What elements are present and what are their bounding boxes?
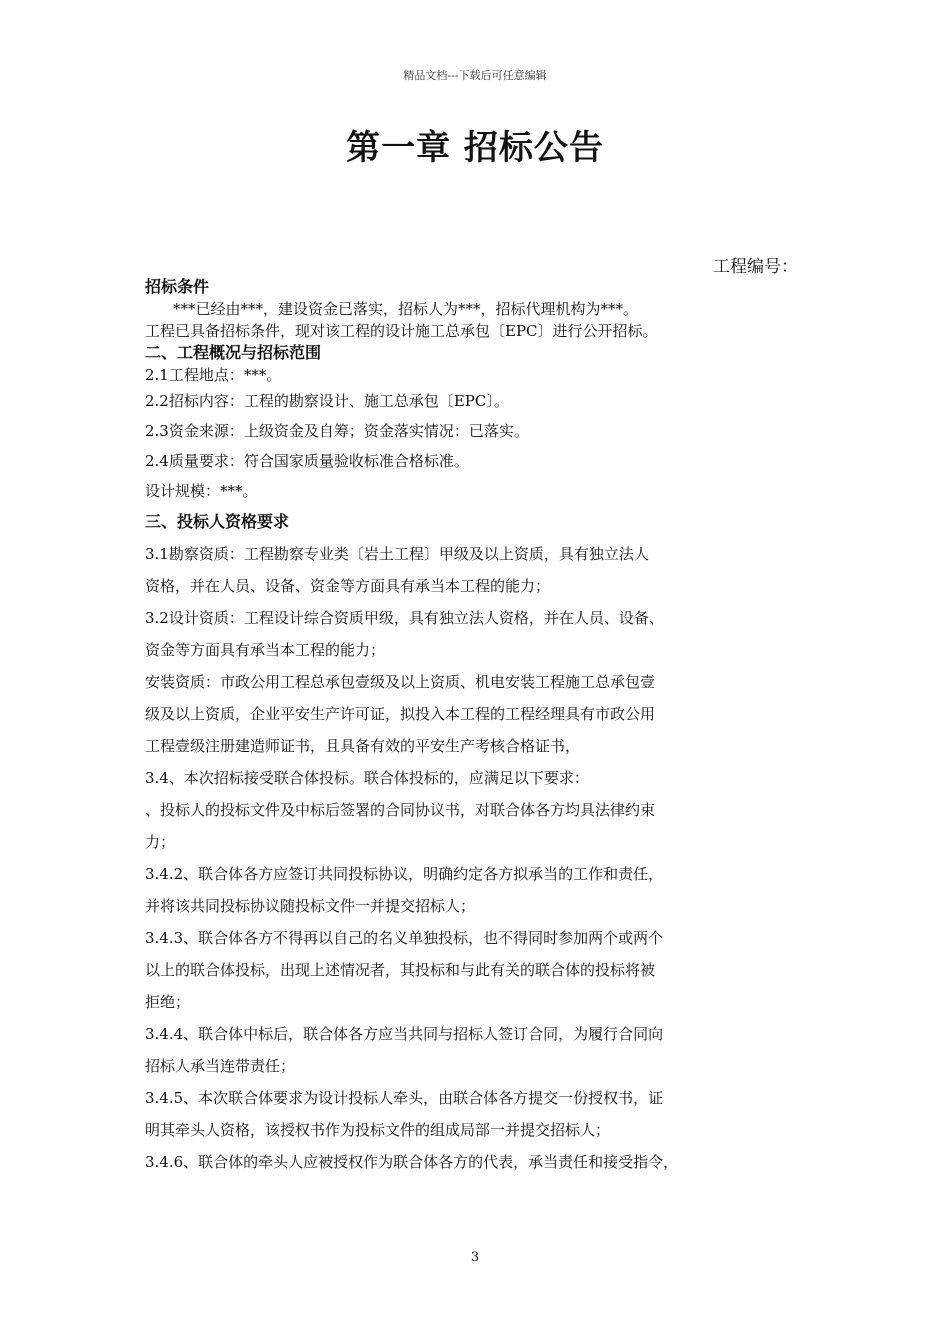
paragraph-line: ***已经由***，建设资金已落实，招标人为***，招标代理机构为***。 — [173, 300, 639, 318]
paragraph-line: 招标人承当连带责任； — [145, 1057, 296, 1075]
paragraph-line: 以上的联合体投标，出现上述情况者，其投标和与此有关的联合体的投标将被 — [145, 961, 656, 979]
paragraph-line: 3.4.3、联合体各方不得再以自己的名义单独投标，也不得同时参加两个或两个 — [145, 929, 664, 947]
paragraph-line: 、投标人的投标文件及中标后签署的合同协议书，对联合体各方均具法律约束 — [145, 801, 656, 819]
paragraph-line: 资金等方面具有承当本工程的能力； — [145, 641, 386, 659]
project-number-label: 工程编号： — [713, 257, 798, 277]
paragraph-line: 工程已具备招标条件，现对该工程的设计施工总承包〔EPC〕进行公开招标。 — [145, 322, 658, 340]
paragraph-line: 并将该共同投标协议随投标文件一并提交招标人； — [145, 897, 476, 915]
paragraph-line: 3.2设计资质：工程设计综合资质甲级，具有独立法人资格，并在人员、设备、 — [145, 609, 664, 627]
paragraph-line: 设计规模：***。 — [145, 482, 258, 500]
paragraph-line: 2.4质量要求：符合国家质量验收标准合格标准。 — [145, 452, 469, 470]
paragraph-line: 资格，并在人员、设备、资金等方面具有承当本工程的能力； — [145, 577, 551, 595]
section-heading: 招标条件 — [145, 277, 210, 296]
page-header: 精品文档---下载后可任意编辑 — [403, 69, 547, 82]
paragraph-line: 3.4.2、联合体各方应签订共同投标协议，明确约定各方拟承当的工作和责任， — [145, 865, 664, 883]
section-heading: 三、投标人资格要求 — [145, 512, 290, 531]
paragraph-line: 3.4.6、联合体的牵头人应被授权作为联合体各方的代表，承当责任和接受指令， — [145, 1153, 679, 1171]
document-body — [145, 276, 815, 1178]
section-heading: 二、工程概况与招标范围 — [145, 343, 322, 362]
paragraph-line: 3.4.4、联合体中标后，联合体各方应当共同与招标人签订合同，为履行合同向 — [145, 1025, 664, 1043]
paragraph-line: 3.4.5、本次联合体要求为设计投标人牵头，由联合体各方提交一份授权书，证 — [145, 1089, 664, 1107]
paragraph-line: 3.1勘察资质：工程勘察专业类〔岩土工程〕甲级及以上资质，具有独立法人 — [145, 545, 649, 563]
paragraph-line: 2.1工程地点：***。 — [145, 366, 282, 384]
paragraph-line: 2.2招标内容：工程的勘察设计、施工总承包〔EPC〕。 — [145, 392, 509, 410]
paragraph-line: 2.3资金来源：上级资金及自筹；资金落实情况：已落实。 — [145, 422, 529, 440]
page-number: 3 — [470, 1250, 480, 1265]
paragraph-line: 拒绝； — [145, 993, 191, 1011]
paragraph-line: 力； — [145, 833, 176, 851]
paragraph-line: 3.4、本次招标接受联合体投标。联合体投标的，应满足以下要求： — [145, 769, 589, 787]
paragraph-line: 级及以上资质，企业平安生产许可证，拟投入本工程的工程经理具有市政公用 — [145, 705, 656, 723]
paragraph-line: 明其牵头人资格，该授权书作为投标文件的组成局部一并提交招标人； — [145, 1121, 611, 1139]
paragraph-line: 工程壹级注册建造师证书，且具备有效的平安生产考核合格证书， — [145, 737, 581, 755]
paragraph-line: 安装资质：市政公用工程总承包壹级及以上资质、机电安装工程施工总承包壹 — [145, 673, 656, 691]
chapter-title: 第一章 招标公告 — [346, 128, 604, 168]
